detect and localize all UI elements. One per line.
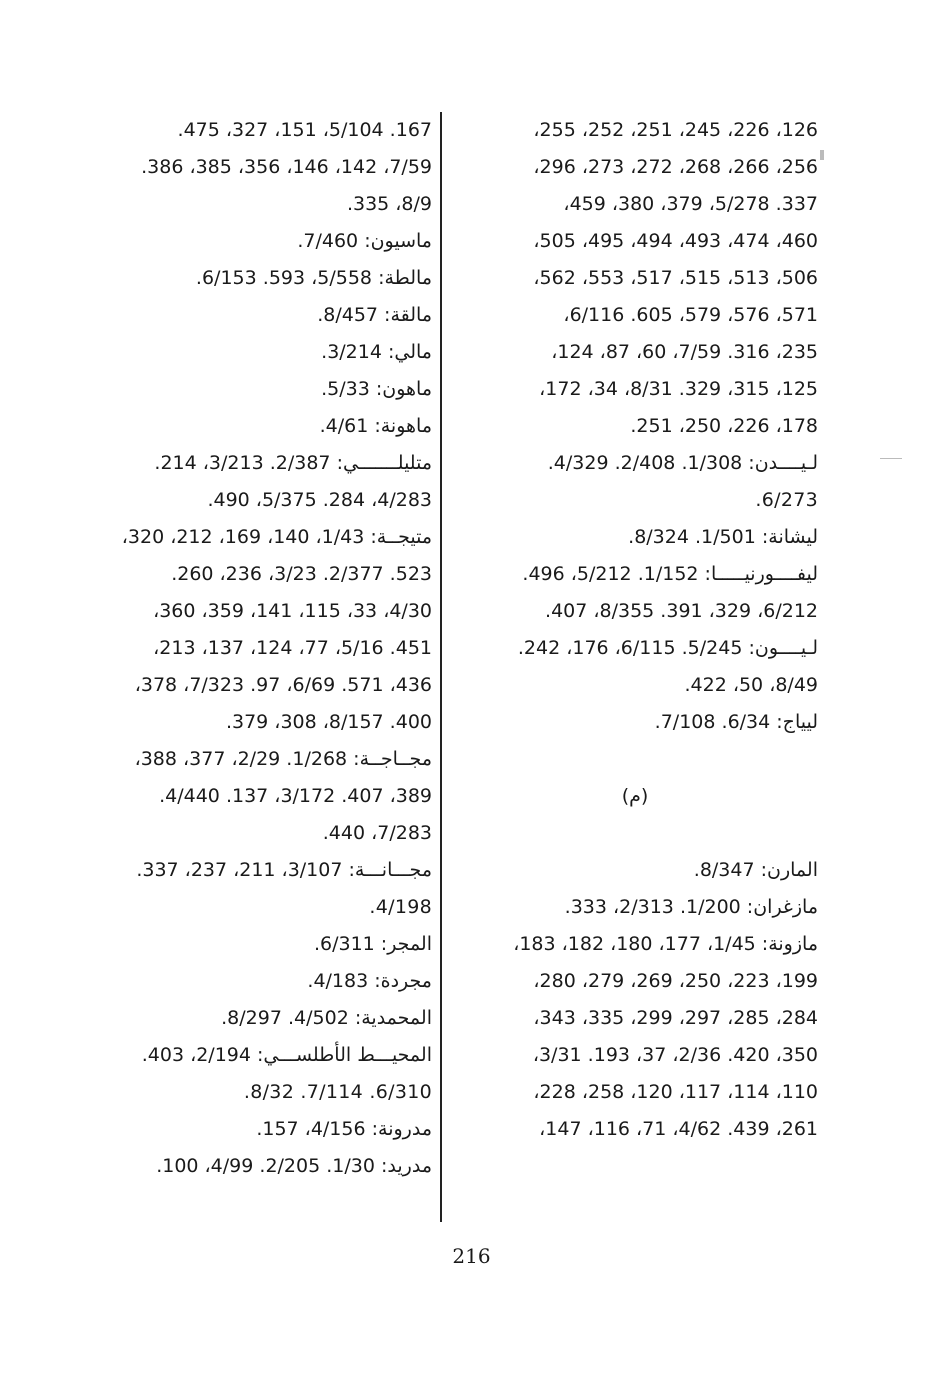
index-line: 6/212، 329، 391. 8/355، 407. <box>545 600 818 622</box>
index-entry: المحمدية: 4/502. 8/297. <box>221 1007 432 1029</box>
index-entry: مالي: 3/214. <box>321 341 432 363</box>
index-entry: مالطة: 5/558، 593. 6/153. <box>195 267 432 289</box>
index-line: 7/59، 142، 146، 356، 385، 386. <box>141 156 432 178</box>
index-entry: المحيـــط الأطلســـي: 2/194، 403. <box>141 1044 432 1066</box>
index-line: 4/283، 284. 5/375، 490. <box>207 489 432 511</box>
index-line: 389، 407. 3/172، 137. 4/440. <box>159 785 432 807</box>
index-entry: المجر: 6/311. <box>313 933 432 955</box>
index-line: 571، 576، 579، 605. 6/116، <box>563 304 818 326</box>
index-line: 199، 223، 250، 269، 279، 280، <box>533 970 818 992</box>
index-line: 8/49، 50، 422. <box>684 674 818 696</box>
index-line: 7/283، 440. <box>322 822 432 844</box>
index-line: 506، 513، 515، 517، 553، 562، <box>533 267 818 289</box>
left-column <box>72 112 432 1185</box>
index-line: 167. 5/104، 151، 327، 475. <box>177 119 432 141</box>
scan-speck <box>820 150 824 160</box>
index-entry: ليياج: 6/34. 7/108. <box>654 711 818 733</box>
right-column <box>452 112 818 1148</box>
index-line: 436، 571. 6/69، 97. 7/323، 378، <box>134 674 432 696</box>
index-line: 110، 114، 117، 120، 258، 228، <box>533 1081 818 1103</box>
index-line: 350، 420. 2/36، 37، 193. 3/31، <box>532 1044 818 1066</box>
index-entry: مدرونة: 4/156، 157. <box>256 1118 432 1140</box>
index-entry: لـيــــون: 5/245. 6/115، 176، 242. <box>517 637 818 659</box>
index-entry: متيجــة: 1/43، 140، 169، 212، 320، <box>121 526 432 548</box>
index-line: 125، 315، 329. 8/31، 34، 172، <box>539 378 818 400</box>
index-line: 400. 8/157، 308، 379. <box>225 711 432 733</box>
page-number: 216 <box>452 1244 491 1268</box>
section-gap <box>452 741 818 778</box>
section-heading-mim: (م) <box>621 785 649 807</box>
index-entry: مجردة: 4/183. <box>307 970 432 992</box>
index-entry: مازونة: 1/45، 177، 180، 182، 183، <box>513 933 818 955</box>
index-line: 4/198. <box>369 896 432 918</box>
index-line: 126، 226، 245، 251، 252، 255، <box>533 119 818 141</box>
index-line: 235، 316. 7/59، 60، 87، 124، <box>551 341 818 363</box>
index-entry: متليلـــــــي: 2/387. 3/213، 214. <box>154 452 432 474</box>
index-line: 284، 285، 297، 299، 335، 343، <box>533 1007 818 1029</box>
index-line: 178، 226، 250، 251. <box>630 415 818 437</box>
index-line: 523. 2/377. 3/23، 236، 260. <box>171 563 432 585</box>
index-entry: المارن: 8/347. <box>693 859 818 881</box>
index-line: 460، 474، 493، 494، 495، 505، <box>533 230 818 252</box>
index-line: 4/30، 33، 115، 141، 359، 360، <box>153 600 432 622</box>
index-entry: ليفــــورنيـــــا: 1/152. 5/212، 496. <box>522 563 818 585</box>
index-entry: مالقة: 8/457. <box>317 304 432 326</box>
index-line: 337. 5/278، 379، 380، 459، <box>563 193 818 215</box>
index-entry: ليشانة: 1/501. 8/324. <box>628 526 818 548</box>
index-line: 261، 439. 4/62، 71، 116، 147، <box>539 1118 818 1140</box>
index-line: 256، 266، 268، 272، 273، 296، <box>533 156 818 178</box>
index-entry: ماهون: 5/33. <box>321 378 432 400</box>
index-entry: مازغران: 1/200. 2/313، 333. <box>564 896 818 918</box>
index-line: 6/273. <box>755 489 818 511</box>
section-gap <box>452 815 818 852</box>
index-entry: ماهونة: 4/61. <box>319 415 432 437</box>
index-entry: ماسيون: 7/460. <box>297 230 432 252</box>
index-line: 6/310. 7/114. 8/32. <box>243 1081 432 1103</box>
index-entry: لـيــــدن: 1/308. 2/408. 4/329. <box>547 452 818 474</box>
index-entry: مجـــانـــة: 3/107، 211، 237، 337. <box>136 859 432 881</box>
column-divider <box>440 112 442 1222</box>
scan-speck <box>880 458 902 459</box>
index-entry: مدريد: 1/30. 2/205. 4/99، 100. <box>156 1155 432 1177</box>
index-line: 451. 5/16، 77، 124، 137، 213، <box>153 637 432 659</box>
index-entry: مجــاجــة: 1/268. 2/29، 377، 388، <box>134 748 432 770</box>
index-line: 8/9، 335. <box>346 193 432 215</box>
